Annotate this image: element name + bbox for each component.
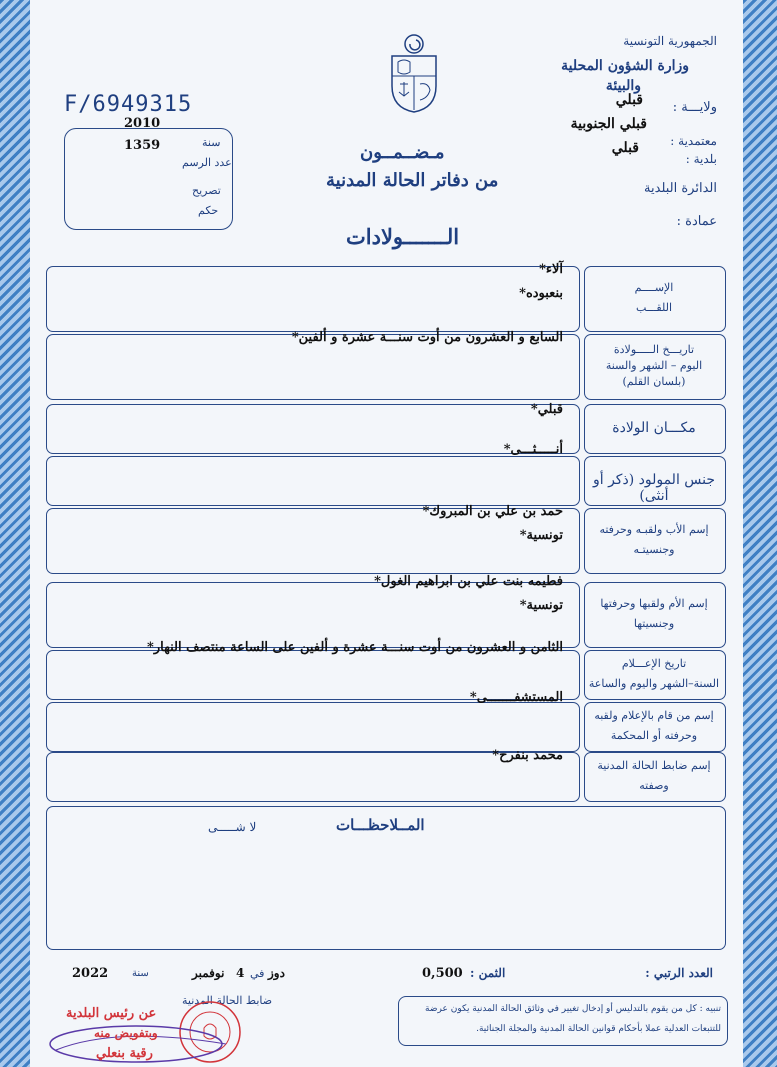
judgment-label: حكم — [198, 204, 219, 217]
field-value-box — [46, 582, 580, 648]
field-value: تونسية* — [519, 598, 563, 613]
registry-year-value: 2010 — [124, 116, 161, 131]
field-value-box — [46, 702, 580, 752]
omada-label: عمادة : — [676, 214, 717, 229]
record-number-value: 1359 — [124, 138, 161, 153]
field-label: تاريـــخ الـــــولادة — [613, 343, 695, 356]
field-value: حمد بن علي بن المبروك* — [422, 504, 563, 519]
field-label: إسم ضابط الحالة المدنية — [597, 759, 711, 772]
issue-year: 2022 — [72, 966, 109, 981]
field-value-box — [46, 266, 580, 332]
field-label: إسم من قام بالإعلام ولقبه — [594, 709, 714, 722]
field-label: الإســــم — [634, 281, 674, 294]
officer-label: ضابط الحالة المدنية — [182, 994, 273, 1007]
ministry-line2: والبيئة — [605, 78, 641, 94]
issue-day: 4 — [236, 966, 245, 980]
field-value: الثامن و العشرون من أوت سنـــة عشرة و ألفين على الساعة منتصف النهار* — [147, 640, 563, 655]
delegation-value: قبلي الجنوبية — [570, 116, 647, 132]
serial-number: F/6949315 — [64, 92, 193, 117]
stamp-line1: عن رئيس البلدية — [66, 1006, 157, 1021]
field-value: قبلي* — [530, 402, 563, 417]
ministry-line1: وزارة الشؤون المحلية — [561, 58, 689, 74]
declaration-label: تصريح — [192, 184, 221, 197]
field-value-box — [46, 404, 580, 454]
registry-year-label: سنة — [202, 136, 221, 149]
field-label: إسم الأم ولقبها وحرفتها — [600, 597, 708, 610]
municipality-label: بلدية : — [685, 152, 717, 166]
field-label: وحرفته أو المحكمة — [610, 729, 698, 742]
issue-year-label: سنة — [132, 968, 149, 979]
field-label: إسم الأب ولقبـه وحرفته — [599, 523, 709, 536]
right-guilloche-border — [743, 0, 777, 1067]
record-number-label: عدد الرسم — [182, 156, 232, 169]
stamp-line3: رقية بنعلي — [96, 1046, 153, 1061]
title-summary: مـضــمــون — [360, 142, 445, 163]
coat-of-arms-emblem — [388, 32, 440, 114]
field-value: تونسية* — [519, 528, 563, 543]
left-guilloche-border — [0, 0, 34, 1067]
issue-place: دوز — [268, 966, 285, 980]
price-value: 0,500 — [422, 966, 463, 981]
issue-month: نوفمبر — [192, 966, 225, 980]
country-name: الجمهورية التونسية — [623, 34, 717, 48]
field-value-box — [46, 456, 580, 506]
field-label: وجنسيتـه — [633, 543, 675, 556]
stamp-line2: وبتفويض منه — [94, 1026, 158, 1040]
field-value: بنعبوده* — [519, 286, 563, 301]
price-label: الثمن : — [470, 966, 506, 980]
field-label: جنس المولود (ذكر أو أنثى) — [592, 472, 716, 504]
registry-number-label: العدد الرتبي : — [645, 966, 713, 980]
field-label: تاريخ الإعـــلام — [621, 657, 687, 670]
section-births: الـــــــولادات — [346, 224, 460, 249]
field-value: المستشفـــــــى* — [469, 690, 563, 705]
district-label: الدائرة البلدية — [644, 181, 717, 196]
title-civil-registry: من دفاتر الحالة المدنية — [326, 170, 499, 191]
field-label: (بلسان القلم) — [622, 375, 686, 388]
municipality-value: قبلي — [611, 140, 639, 156]
field-value: محمد بنفرح* — [492, 748, 563, 763]
delegation-label: معتمدية : — [670, 134, 717, 148]
remarks-label: المــلاحظـــات — [336, 816, 425, 834]
wilaya-value: قبلي — [615, 92, 643, 108]
remarks-value: لا شـــــى — [208, 820, 257, 834]
field-value: السابع و العشرون من أوت سنـــة عشرة و ألفين* — [291, 330, 563, 345]
wilaya-label: ولايـــة : — [672, 100, 717, 115]
warning-line2: للتتبعات العدلية عملا بأحكام قوانين الحالة المدنية والمجلة الجنائية. — [476, 1024, 721, 1034]
field-label: وجنسيتها — [633, 617, 675, 630]
field-value: أنـــــثـــى* — [503, 442, 563, 457]
field-label: اللقـــب — [635, 301, 673, 314]
field-value: فطيمه بنت علي بن ابراهيم الغول* — [374, 574, 563, 589]
field-value: آلاء* — [539, 262, 563, 277]
warning-line1: تنبيه : كل من يقوم بالتدليس أو إدخال تغيير في وثائق الحالة المدنية يكون عرضة — [425, 1004, 721, 1014]
field-label: مكـــان الولادة — [612, 420, 696, 436]
field-label: اليوم – الشهر والسنة — [605, 359, 703, 372]
field-label: وصفته — [639, 779, 669, 792]
field-label: السنة–الشهر واليوم والساعة — [588, 677, 720, 690]
issue-in-label: في — [250, 967, 265, 980]
